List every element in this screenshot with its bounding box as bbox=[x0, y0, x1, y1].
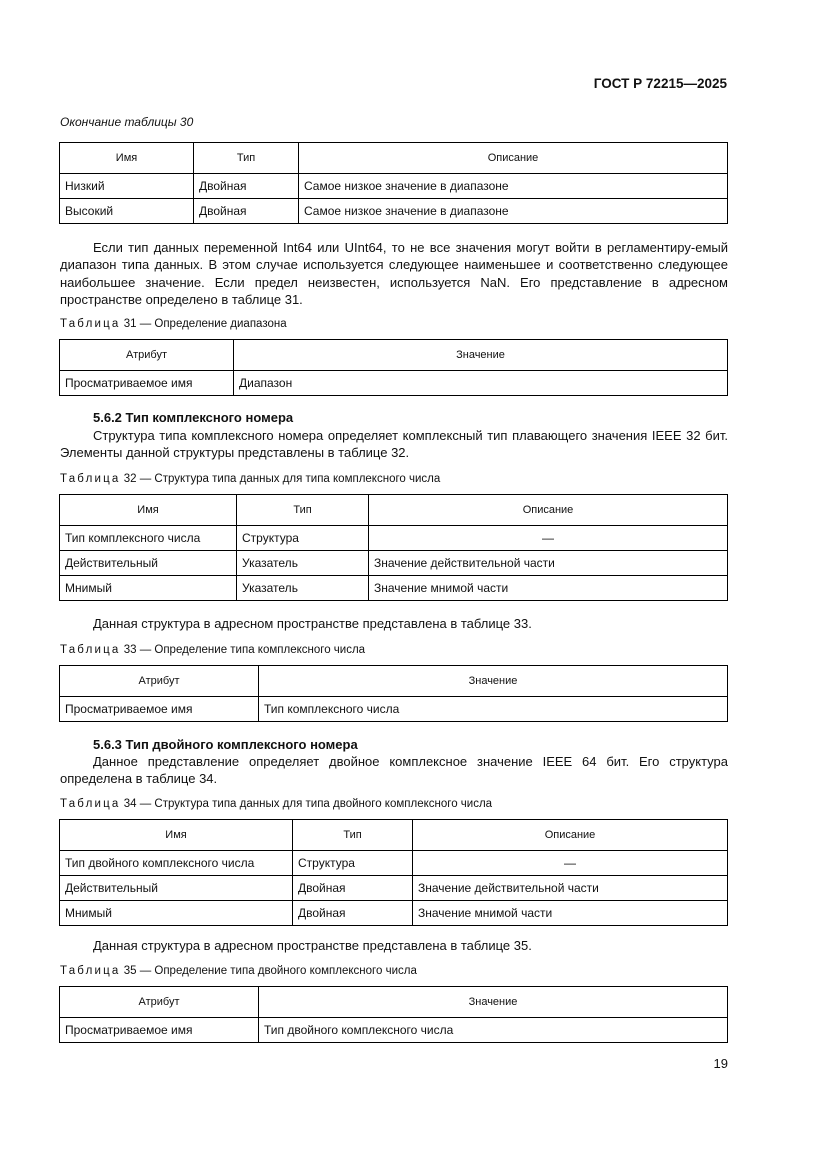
table-header-row bbox=[60, 987, 728, 1018]
table-cell: Просматриваемое имя bbox=[60, 1018, 259, 1043]
table-cell: Двойная bbox=[293, 876, 413, 901]
table-34-caption bbox=[60, 798, 492, 810]
caption-text: 35 — Определение типа двойного комплексного числа bbox=[123, 965, 417, 977]
caption-label: Таблица bbox=[60, 318, 121, 330]
page-number: 19 bbox=[713, 1056, 728, 1071]
paragraph-text: Если тип данных переменной Int64 или UInt64, то не все значения могут войти в регламентиру-емый диапазон типа данных. В этом случае используется следующее наименьшее и соответственно следующее наибольшее значение. Если предел неизвестен, используется NaN. Его представление в адресном пространстве определено в таблице 31. bbox=[60, 240, 728, 308]
column-header: Атрибут bbox=[60, 340, 234, 371]
table-31-caption bbox=[60, 318, 287, 330]
table-cell: Низкий bbox=[60, 174, 194, 199]
body-paragraph bbox=[60, 427, 728, 462]
column-header: Тип bbox=[194, 143, 299, 174]
table-31 bbox=[59, 339, 728, 396]
table-35 bbox=[59, 986, 728, 1043]
caption-label: Таблица bbox=[60, 473, 121, 485]
table-34 bbox=[59, 819, 728, 926]
table-row bbox=[60, 199, 728, 224]
body-paragraph bbox=[60, 239, 728, 309]
table-row bbox=[60, 851, 728, 876]
column-header: Атрибут bbox=[60, 987, 259, 1018]
table-row bbox=[60, 371, 728, 396]
table-header-row bbox=[60, 340, 728, 371]
column-header: Имя bbox=[60, 495, 237, 526]
caption-text: 32 — Структура типа данных для типа комплексного числа bbox=[123, 473, 441, 485]
table-row bbox=[60, 526, 728, 551]
caption-label: Таблица bbox=[60, 965, 121, 977]
table-header-row bbox=[60, 820, 728, 851]
table-cell: Значение действительной части bbox=[369, 551, 728, 576]
table-cell: Мнимый bbox=[60, 576, 237, 601]
column-header: Значение bbox=[259, 666, 728, 697]
table-cell: Мнимый bbox=[60, 901, 293, 926]
table-32-caption bbox=[60, 473, 440, 485]
table-header-row bbox=[60, 495, 728, 526]
column-header: Тип bbox=[237, 495, 369, 526]
column-header: Тип bbox=[293, 820, 413, 851]
body-paragraph bbox=[60, 937, 728, 954]
paragraph-text: Данная структура в адресном пространстве представлена в таблице 35. bbox=[93, 938, 532, 953]
caption-text: 31 — Определение диапазона bbox=[123, 318, 287, 330]
paragraph-text: Данная структура в адресном пространстве представлена в таблице 33. bbox=[93, 616, 532, 631]
caption-text: 34 — Структура типа данных для типа двойного комплексного числа bbox=[123, 798, 493, 810]
table-cell: Тип двойного комплексного числа bbox=[259, 1018, 728, 1043]
table-cell: Действительный bbox=[60, 551, 237, 576]
caption-label: Таблица bbox=[60, 644, 121, 656]
table-cell: Указатель bbox=[237, 551, 369, 576]
table-cell: Двойная bbox=[293, 901, 413, 926]
table-row bbox=[60, 901, 728, 926]
table-row bbox=[60, 551, 728, 576]
table-cell: Двойная bbox=[194, 174, 299, 199]
table-cell: Двойная bbox=[194, 199, 299, 224]
table-35-caption bbox=[60, 965, 417, 977]
table-row bbox=[60, 876, 728, 901]
column-header: Описание bbox=[413, 820, 728, 851]
caption-label: Таблица bbox=[60, 798, 121, 810]
table-cell: Значение действительной части bbox=[413, 876, 728, 901]
table-32 bbox=[59, 494, 728, 601]
section-heading-5-6-3: 5.6.3 Тип двойного комплексного номера bbox=[93, 737, 358, 752]
table-cell: — bbox=[413, 851, 728, 876]
table-33-caption bbox=[60, 644, 365, 656]
table-header-row bbox=[60, 143, 728, 174]
paragraph-text: Данное представление определяет двойное комплексное значение IEEE 64 бит. Его структура определена в таблице 34. bbox=[60, 754, 728, 787]
table-row bbox=[60, 1018, 728, 1043]
table-cell: — bbox=[369, 526, 728, 551]
table-row bbox=[60, 576, 728, 601]
column-header: Значение bbox=[234, 340, 728, 371]
table-cell: Самое низкое значение в диапазоне bbox=[299, 174, 728, 199]
table-row bbox=[60, 174, 728, 199]
column-header: Описание bbox=[299, 143, 728, 174]
column-header: Имя bbox=[60, 820, 293, 851]
table-cell: Диапазон bbox=[234, 371, 728, 396]
table-33 bbox=[59, 665, 728, 722]
table-cell: Просматриваемое имя bbox=[60, 697, 259, 722]
table-cell: Просматриваемое имя bbox=[60, 371, 234, 396]
table-cell: Тип комплексного числа bbox=[259, 697, 728, 722]
table-cell: Значение мнимой части bbox=[369, 576, 728, 601]
table-header-row bbox=[60, 666, 728, 697]
column-header: Атрибут bbox=[60, 666, 259, 697]
table-cell: Структура bbox=[237, 526, 369, 551]
table-cell: Структура bbox=[293, 851, 413, 876]
table-cell: Самое низкое значение в диапазоне bbox=[299, 199, 728, 224]
table-continuation-caption: Окончание таблицы 30 bbox=[60, 115, 194, 129]
table-cell: Указатель bbox=[237, 576, 369, 601]
table-cell: Тип двойного комплексного числа bbox=[60, 851, 293, 876]
body-paragraph bbox=[60, 753, 728, 788]
table-cell: Тип комплексного числа bbox=[60, 526, 237, 551]
table-cell: Высокий bbox=[60, 199, 194, 224]
body-paragraph bbox=[60, 615, 728, 632]
table-30 bbox=[59, 142, 728, 224]
table-cell: Действительный bbox=[60, 876, 293, 901]
paragraph-text: Структура типа комплексного номера определяет комплексный тип плавающего значения IEEE 32 бит. Элементы данной структуры представлены в таблице 32. bbox=[60, 428, 728, 461]
table-cell: Значение мнимой части bbox=[413, 901, 728, 926]
section-heading-5-6-2: 5.6.2 Тип комплексного номера bbox=[93, 410, 294, 425]
column-header: Значение bbox=[259, 987, 728, 1018]
table-row bbox=[60, 697, 728, 722]
column-header: Имя bbox=[60, 143, 194, 174]
column-header: Описание bbox=[369, 495, 728, 526]
caption-text: 33 — Определение типа комплексного числа bbox=[123, 644, 366, 656]
document-code: ГОСТ Р 72215—2025 bbox=[593, 76, 727, 91]
